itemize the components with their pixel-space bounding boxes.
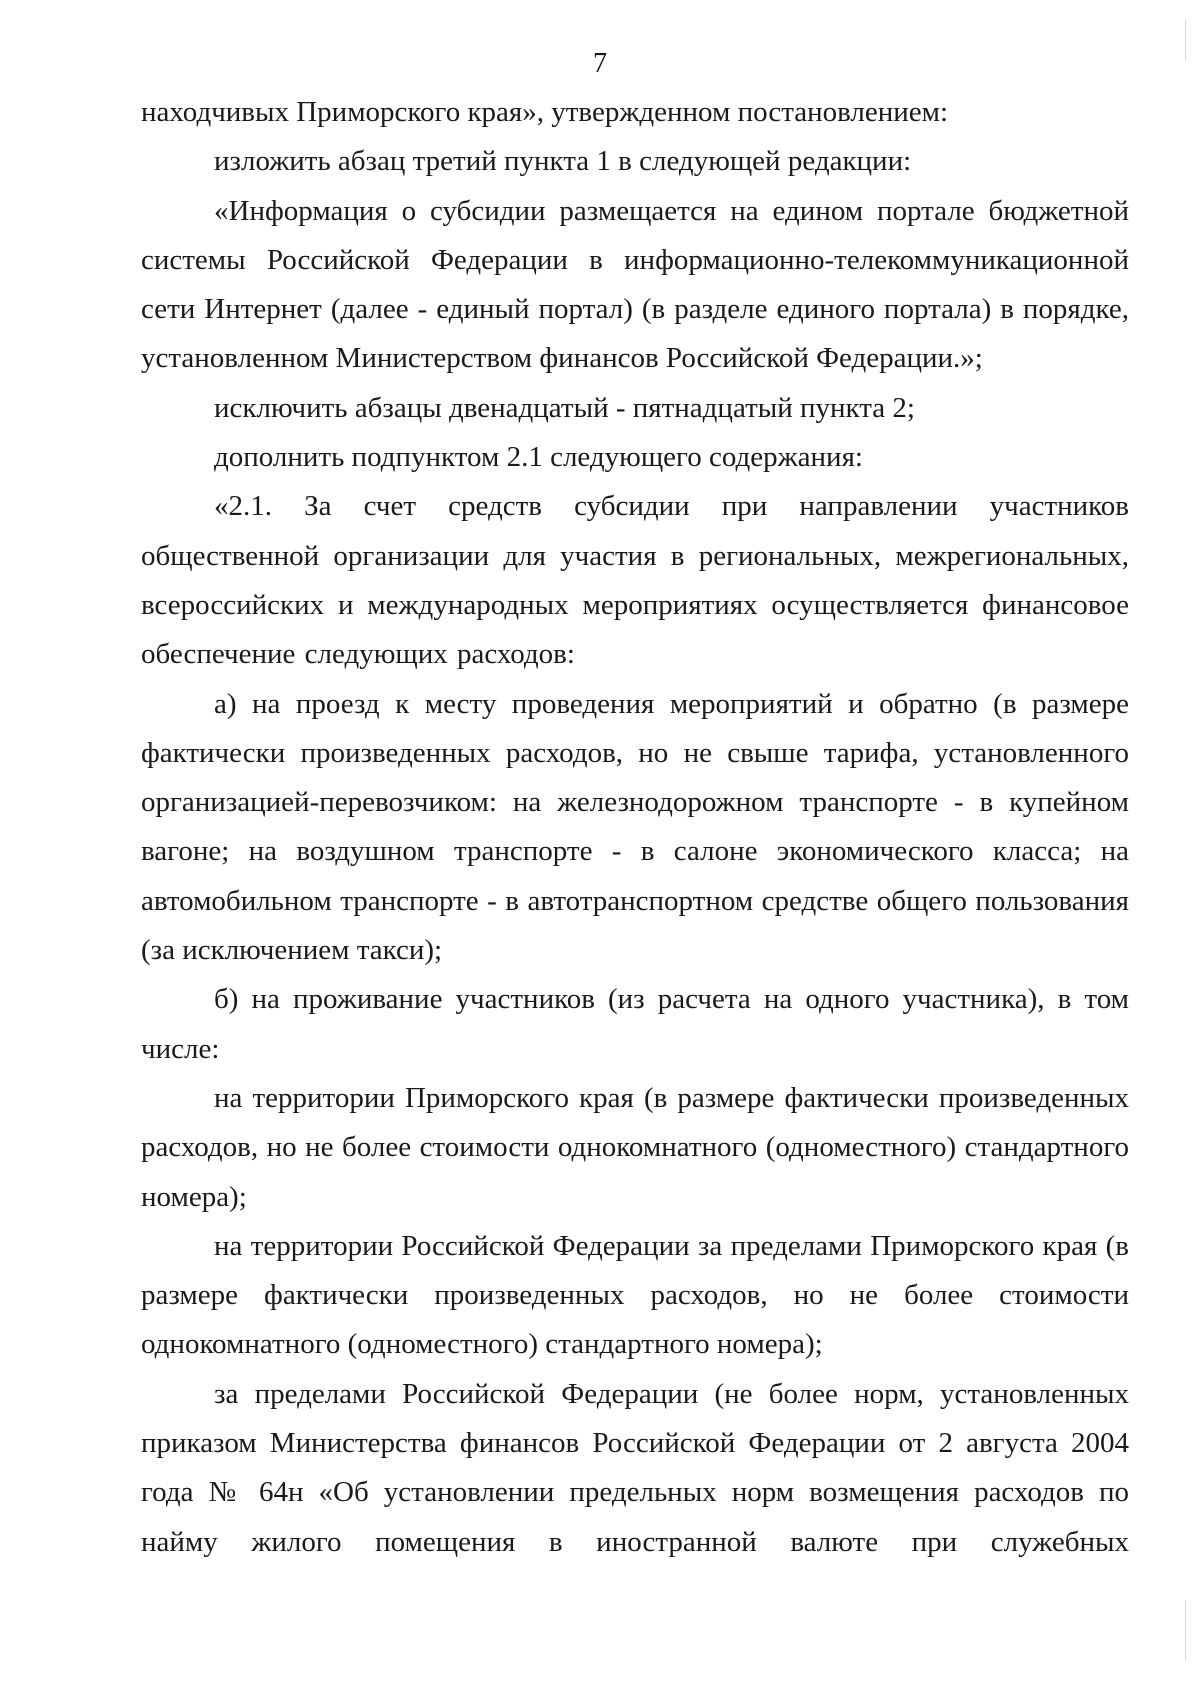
paragraph-item-a-travel: а) на проезд к месту проведения мероприятий и обратно (в размере фактически произведенных расходов, но не свыше тарифа, установленного организацией-перевозчиком: на железнодорожном транспорте - в купейном вагоне; на воздушном транспорте - в салоне экономического класса; на автомобильном транспорте - в автотранспортном средстве общего пользования (за исключением такси); bbox=[141, 687, 1129, 967]
page-number: 7 bbox=[593, 48, 607, 79]
paragraph-item-b-lodging: б) на проживание участников (из расчета на одного участника), в том числе: bbox=[141, 983, 1129, 1065]
scan-edge-mark bbox=[1185, 1600, 1186, 1660]
paragraph-lodging-primorsky: на территории Приморского края (в размере фактически произведенных расходов, но не более стоимости однокомнатного (одноместного) стандартного номера); bbox=[141, 1081, 1129, 1213]
document-body bbox=[141, 88, 1129, 1567]
paragraph-subclause-2-1: «2.1. За счет средств субсидии при направлении участников общественной организации для участия в региональных, межрегиональных, всероссийских и международных мероприятиях осуществляется финансовое обеспечение следующих расходов: bbox=[141, 490, 1129, 671]
paragraph-add-subclause: дополнить подпунктом 2.1 следующего содержания: bbox=[214, 441, 863, 474]
paragraph-continuation: находчивых Приморского края», утвержденном постановлением: bbox=[141, 96, 949, 128]
paragraph-lodging-russia: на территории Российской Федерации за пределами Приморского края (в размере фактически произведенных расходов, но не более стоимости однокомнатного (одноместного) стандартного номера); bbox=[141, 1229, 1129, 1361]
paragraph-exclude-clause-2: исключить абзацы двенадцатый - пятнадцатый пункта 2; bbox=[214, 391, 915, 424]
paragraph-subsidy-info: «Информация о субсидии размещается на едином портале бюджетной системы Российской Федерации в информационно-телекоммуникационной сети Интернет (далее - единый портал) (в разделе единого портала) в порядке, установленном Министерством финансов Российской Федерации.»; bbox=[141, 194, 1129, 375]
paragraph-amend-clause-1: изложить абзац третий пункта 1 в следующей редакции: bbox=[214, 145, 912, 178]
scan-edge-mark bbox=[1185, 20, 1186, 60]
paragraph-lodging-abroad: за пределами Российской Федерации (не более норм, установленных приказом Министерства финансов Российской Федерации от 2 августа 2004 года № 64н «Об установлении предельных норм возмещения расходов по найму жилого помещения в иностранной валюте при служебных bbox=[141, 1377, 1129, 1558]
